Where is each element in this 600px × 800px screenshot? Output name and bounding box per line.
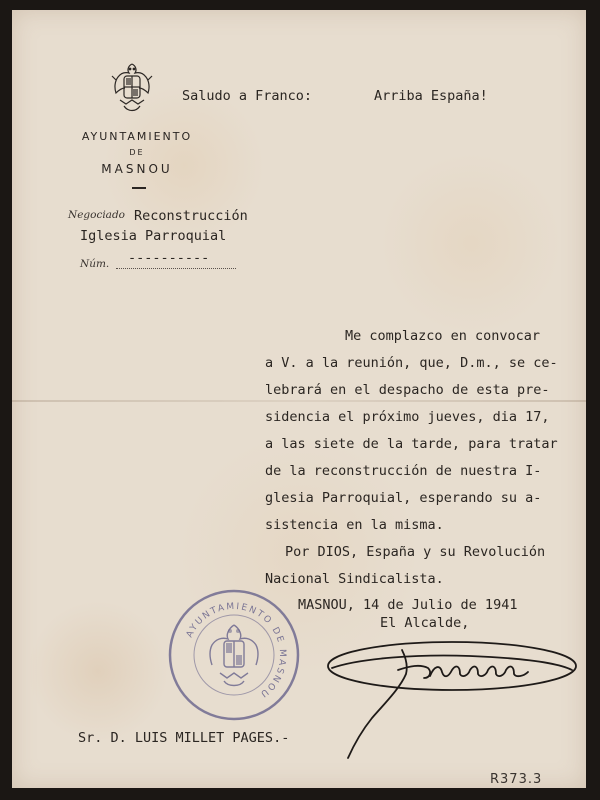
letterhead-ayuntamiento: AYUNTAMIENTO <box>81 130 193 143</box>
signer-title: El Alcalde, <box>380 615 470 631</box>
num-dotted-line <box>116 268 236 269</box>
recipient-line: Sr. D. LUIS MILLET PAGES.- <box>78 730 290 746</box>
body-line-7: glesia Parroquial, esperando su a- <box>265 490 542 506</box>
body-line-1: Me complazco en convocar <box>345 328 541 344</box>
handwritten-signature-icon <box>320 618 580 778</box>
spanish-eagle-crest-icon <box>110 60 154 118</box>
fold-line <box>12 400 586 402</box>
salute-espana: Arriba España! <box>374 88 488 104</box>
stamp-text: AYUNTAMIENTO DE MASNOU <box>184 601 288 700</box>
place-date: MASNOU, 14 de Julio de 1941 <box>298 597 518 613</box>
catalog-mark: R373.3 <box>490 772 543 787</box>
body-line-8: sistencia en la misma. <box>265 517 444 533</box>
negociado-label: Negociado <box>68 209 125 221</box>
num-label: Núm. <box>80 258 110 270</box>
body-line-4: sidencia el próximo jueves, dia 17, <box>265 409 550 425</box>
municipal-seal-stamp-icon <box>164 585 304 725</box>
body-line-2: a V. a la reunión, que, D.m., se ce- <box>265 355 558 371</box>
negociado-value-line1: Reconstrucción <box>134 208 248 224</box>
salute-franco: Saludo a Franco: <box>182 88 313 104</box>
letterhead-de: DE <box>129 148 145 157</box>
letterhead-masnou: MASNOU <box>101 162 173 176</box>
closing-line-2: Nacional Sindicalista. <box>265 571 444 587</box>
letterhead-dash <box>132 187 146 189</box>
body-line-6: de la reconstrucción de nuestra I- <box>265 463 542 479</box>
closing-line-1: Por DIOS, España y su Revolución <box>285 544 546 560</box>
body-line-5: a las siete de la tarde, para tratar <box>265 436 558 452</box>
num-value: ---------- <box>128 250 210 266</box>
body-line-3: lebrará en el despacho de esta pre- <box>265 382 550 398</box>
document-sheet <box>12 10 586 788</box>
negociado-value-line2: Iglesia Parroquial <box>80 228 227 244</box>
